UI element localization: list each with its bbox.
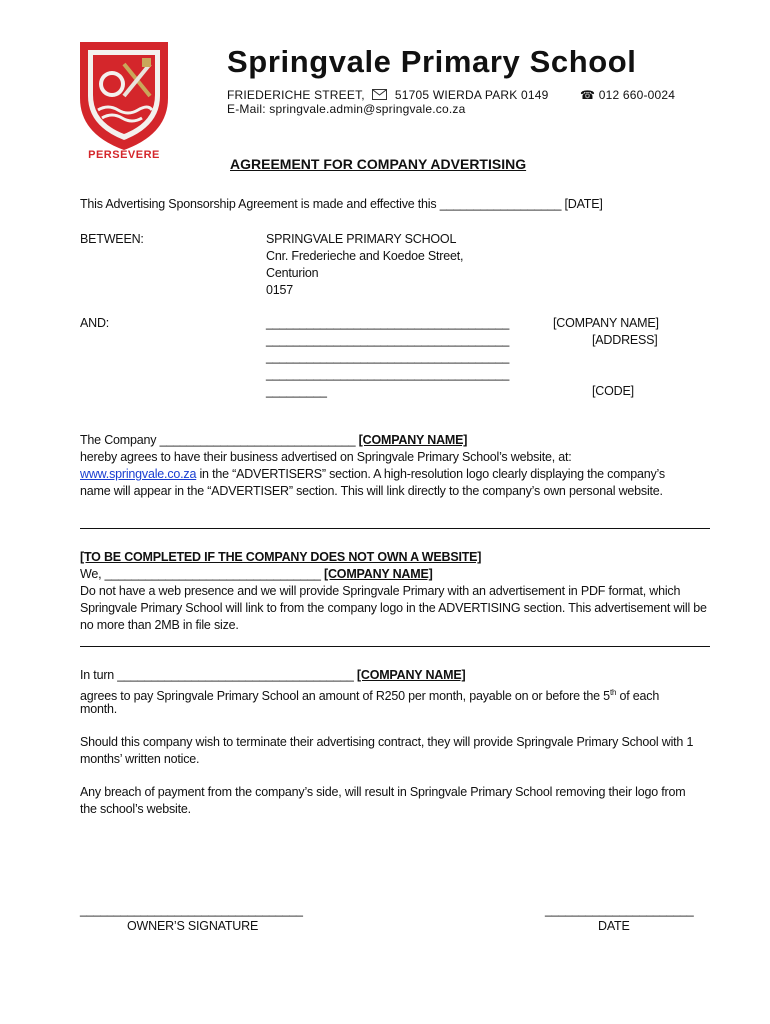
we-prefix: We, ________________________________: [80, 567, 325, 581]
company-line-1: [80, 432, 467, 449]
payment-line-2: month.: [80, 702, 118, 716]
owner-signature-label: OWNER’S SIGNATURE: [127, 919, 259, 933]
blank-line-1: ____________________________________: [266, 316, 510, 330]
phone-number: 012 660-0024: [598, 88, 676, 102]
payment-superscript: th: [609, 688, 617, 697]
school-address-line-1: SPRINGVALE PRIMARY SCHOOL: [266, 232, 457, 246]
date-signature-line: ______________________: [545, 903, 694, 917]
company-name-placeholder: [COMPANY NAME]: [553, 316, 659, 330]
inturn-prefix: In turn ___________________________________: [80, 668, 357, 682]
we-paragraph: Do not have a web presence and we will provide Springvale Primary with an advertisement in PDF format, which Springvale Primary School will link to from the company logo in the ADVERTISING section. This advertisement will be no more than 2MB in file size.: [80, 584, 707, 632]
telephone-icon: ☎: [580, 88, 596, 102]
school-crest-logo: [76, 38, 172, 162]
school-name: Springvale Primary School: [227, 44, 637, 79]
and-label: AND:: [80, 316, 110, 330]
blank-line-4: ____________________________________: [266, 367, 510, 381]
phone-line: [580, 88, 675, 102]
company-line-3-text: in the “ADVERTISERS” section. A high-resolution logo clearly displaying the company’s: [196, 467, 665, 481]
section-heading: [TO BE COMPLETED IF THE COMPANY DOES NOT OWN A WEBSITE]: [80, 550, 482, 564]
divider-1: [80, 528, 710, 529]
inturn-company-name: [COMPANY NAME]: [356, 668, 466, 682]
we-company-name: [COMPANY NAME]: [324, 567, 433, 581]
company-line-2: hereby agrees to have their business advertised on Springvale Primary School’s website, at:: [80, 450, 572, 464]
website-link[interactable]: www.springvale.co.za: [80, 467, 197, 481]
date-signature-label: DATE: [598, 919, 630, 933]
school-address-line-2: Cnr. Frederieche and Koedoe Street,: [266, 249, 464, 263]
owner-signature-line: _________________________________: [80, 903, 303, 917]
school-address-line-4: 0157: [266, 283, 294, 297]
we-line: [80, 566, 433, 583]
email-line: E-Mail: springvale.admin@springvale.co.za: [227, 102, 466, 116]
document-title: AGREEMENT FOR COMPANY ADVERTISING: [230, 156, 527, 172]
motto-text: PERSEVERE: [88, 149, 160, 161]
inturn-line: [80, 667, 465, 684]
school-address-line-3: Centurion: [266, 266, 319, 280]
contact-line: [227, 88, 549, 102]
payment-line: [80, 684, 659, 705]
terminate-paragraph: Should this company wish to terminate their advertising contract, they will provide Springvale Primary School with 1 months’ written notice.: [80, 735, 694, 766]
address-line: FRIEDERICHE STREET,: [227, 88, 365, 102]
company-line-4: name will appear in the “ADVERTISER” section. This will link directly to the company’s own personal website.: [80, 484, 663, 498]
postal-address: 51705 WIERDA PARK 0149: [394, 88, 549, 102]
divider-2: [80, 646, 710, 647]
intro-line: This Advertising Sponsorship Agreement is made and effective this __________________ [DATE]: [80, 197, 603, 211]
blank-line-2: ____________________________________: [266, 333, 510, 347]
company-name-bold: [COMPANY NAME]: [358, 433, 468, 447]
envelope-icon: [372, 89, 387, 100]
breach-paragraph: Any breach of payment from the company’s side, will result in Springvale Primary School removing their logo from the school’s website.: [80, 785, 686, 816]
between-label: BETWEEN:: [80, 232, 144, 246]
address-placeholder: [ADDRESS]: [592, 333, 658, 347]
payment-text-end: of each: [616, 689, 660, 704]
blank-line-3: ____________________________________: [266, 350, 510, 364]
company-prefix: The Company _____________________________: [80, 433, 359, 447]
payment-text: agrees to pay Springvale Primary School an amount of R250 per month, payable on or before the 5: [80, 689, 610, 704]
blank-line-5: _________: [266, 384, 327, 398]
code-placeholder: [CODE]: [592, 384, 634, 398]
company-line-3: [80, 466, 665, 483]
